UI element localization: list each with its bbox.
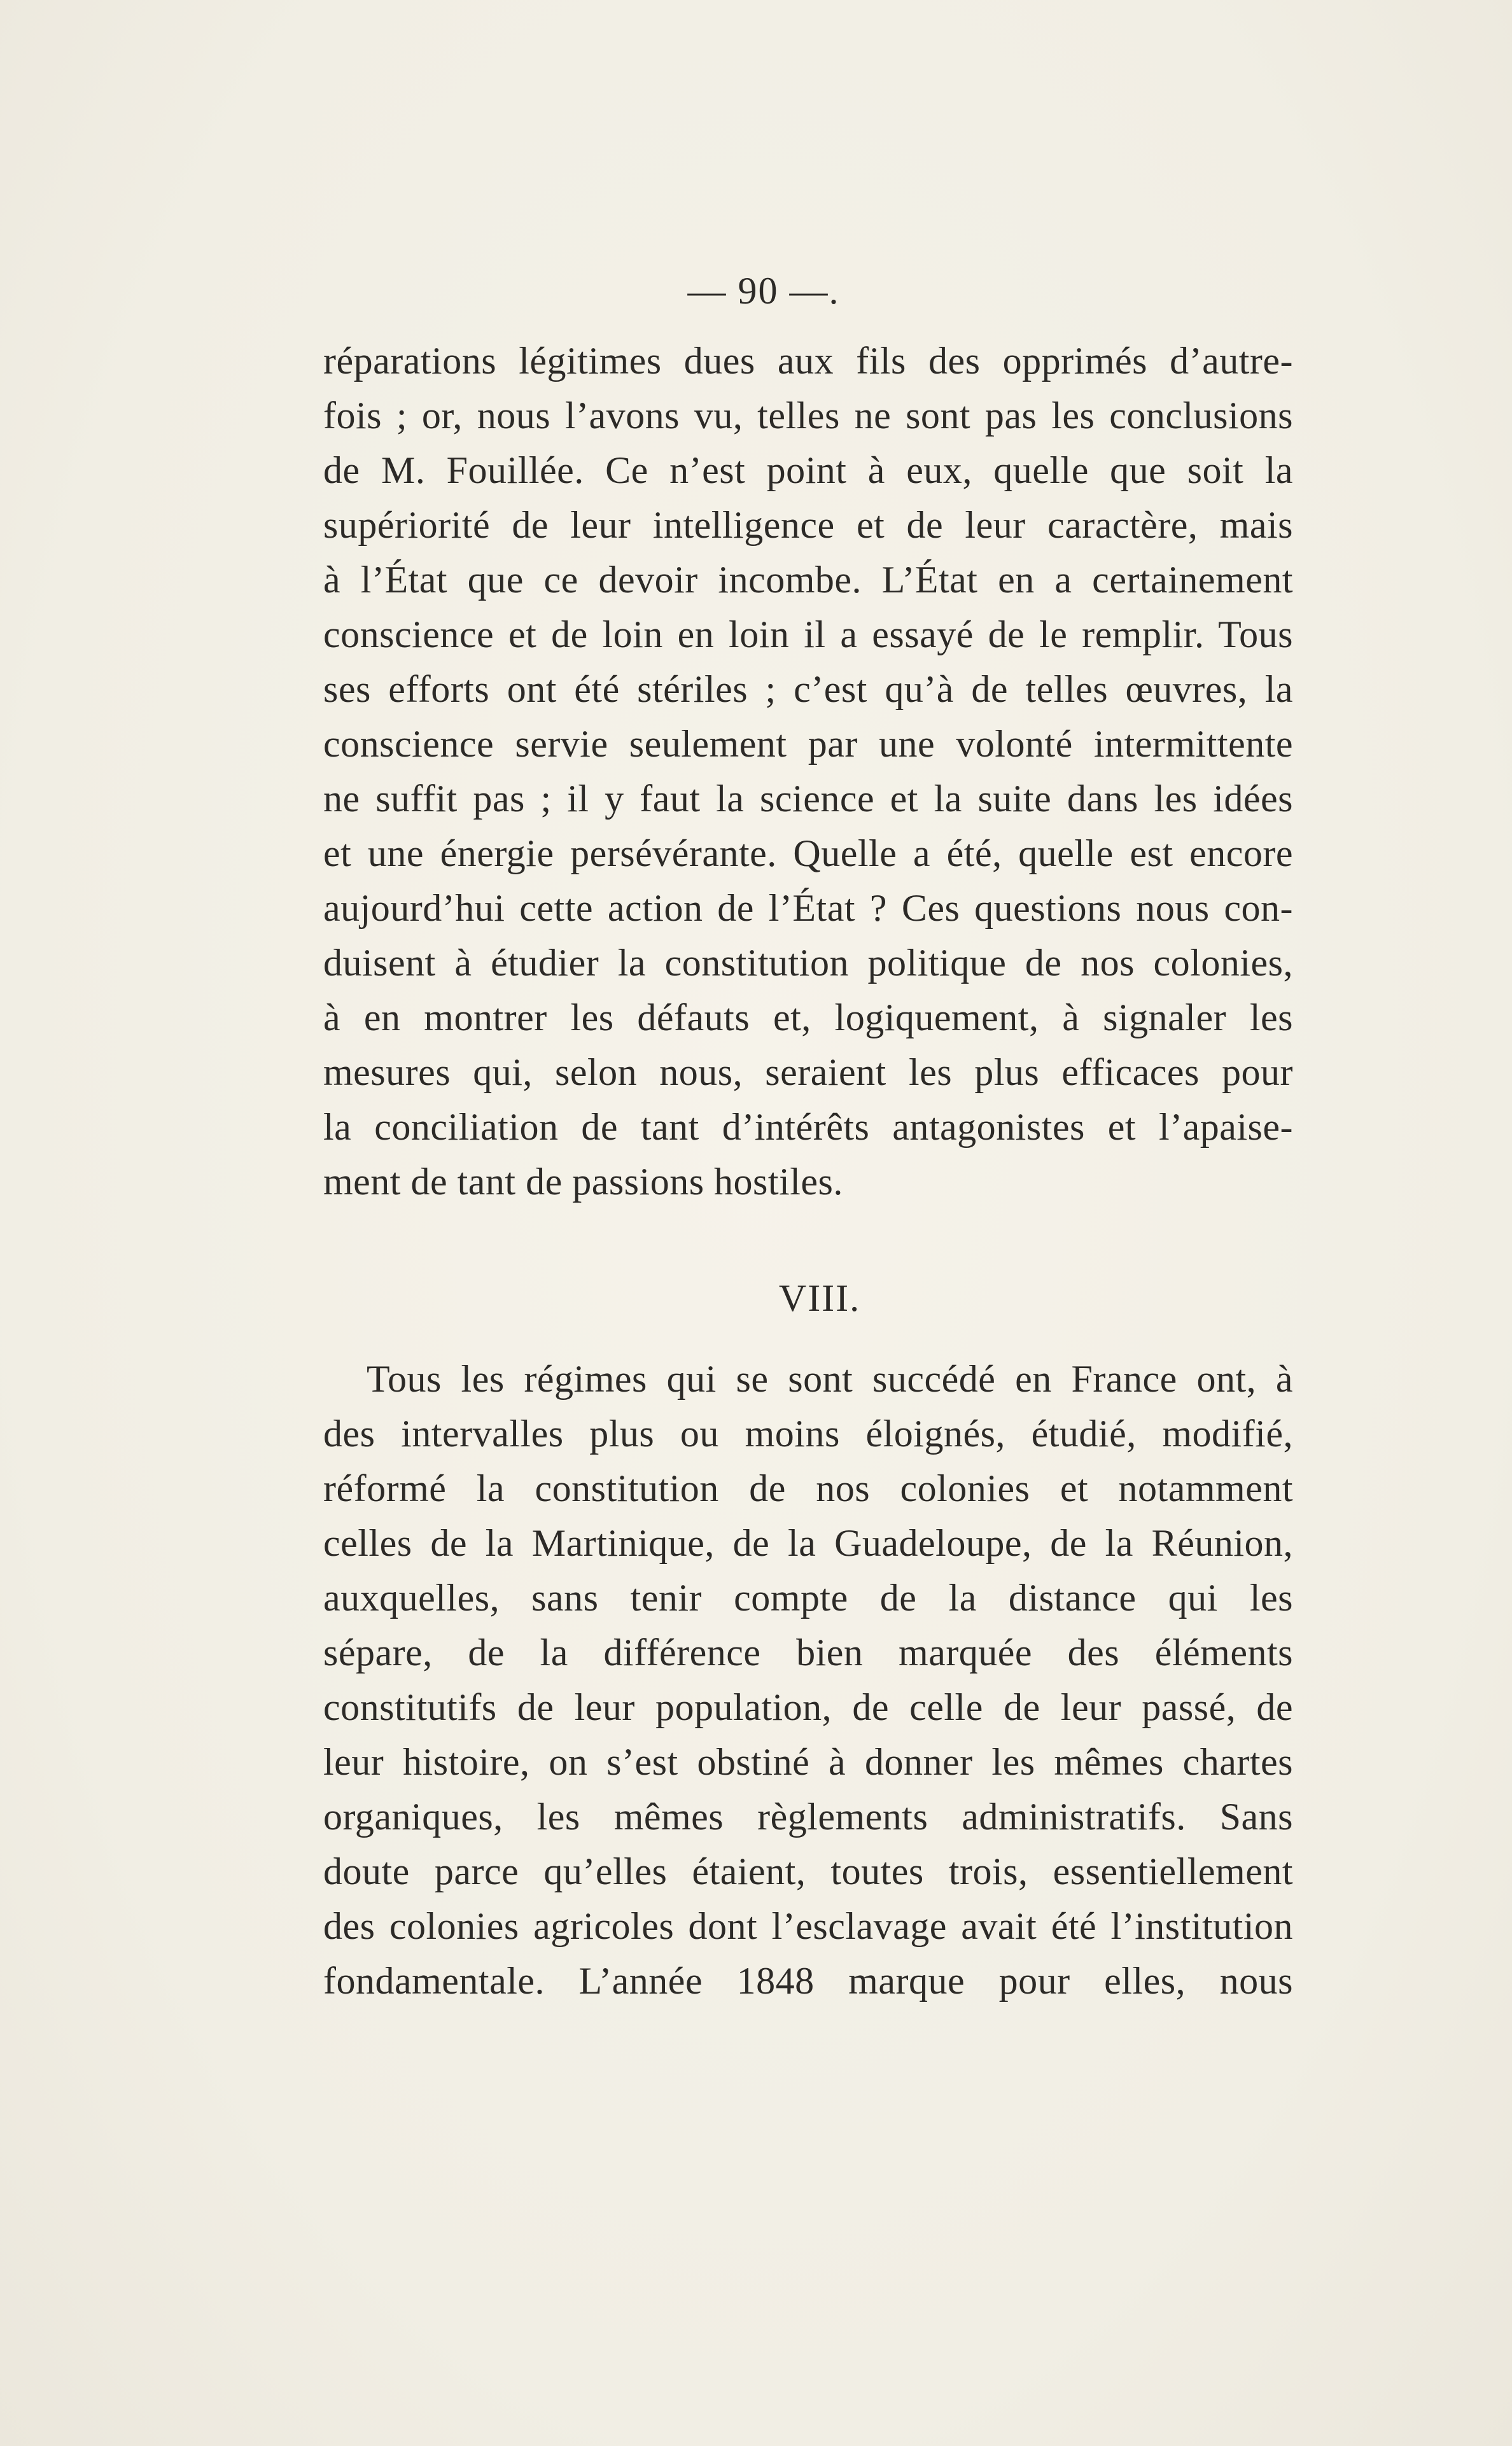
- text-line: à l’État que ce devoir incombe. L’État en a certainement: [323, 559, 1293, 601]
- text-line: des intervalles plus ou moins éloignés, étudié, modifié,: [323, 1413, 1293, 1455]
- text-line: Tous les régimes qui se sont succédé en France ont, à: [367, 1358, 1293, 1400]
- text-line: ne suffit pas ; il y faut la science et la suite dans les idées: [323, 778, 1293, 820]
- text-line: ses efforts ont été stériles ; c’est qu’à de telles œuvres, la: [323, 668, 1293, 710]
- text-line: duisent à étudier la constitution politique de nos colonies,: [323, 942, 1293, 984]
- text-line: conscience et de loin en loin il a essayé de le remplir. Tous: [323, 613, 1293, 655]
- paragraph-2: [323, 1352, 1293, 2008]
- paragraph-1: [323, 333, 1293, 1209]
- text-line: leur histoire, on s’est obstiné à donner les mêmes chartes: [323, 1741, 1293, 1783]
- text-line: conscience servie seulement par une volonté intermittente: [323, 723, 1293, 765]
- text-line: supériorité de leur intelligence et de leur caractère, mais: [323, 504, 1293, 546]
- text-line: sépare, de la différence bien marquée des éléments: [323, 1632, 1293, 1674]
- text-line: réformé la constitution de nos colonies et notamment: [323, 1467, 1293, 1509]
- text-line: fondamentale. L’année 1848 marque pour elles, nous: [323, 1960, 1293, 2002]
- text-line: des colonies agricoles dont l’esclavage avait été l’institution: [323, 1905, 1293, 1947]
- text-line: constitutifs de leur population, de celle de leur passé, de: [323, 1686, 1293, 1728]
- text-line: et une énergie persévérante. Quelle a été, quelle est encore: [323, 832, 1293, 874]
- section-heading: VIII.: [778, 1277, 861, 1319]
- text-line: la conciliation de tant d’intérêts antagonistes et l’apaise-: [323, 1106, 1293, 1148]
- text-line: celles de la Martinique, de la Guadeloupe, de la Réunion,: [323, 1522, 1293, 1564]
- text-line: ment de tant de passions hostiles.: [323, 1161, 843, 1203]
- text-line: mesures qui, selon nous, seraient les plus efficaces pour: [323, 1051, 1293, 1093]
- text-line: auxquelles, sans tenir compte de la distance qui les: [323, 1577, 1293, 1619]
- page-number: — 90 —.: [687, 270, 840, 312]
- text-line: aujourd’hui cette action de l’État ? Ces questions nous con-: [323, 887, 1293, 929]
- text-line: de M. Fouillée. Ce n’est point à eux, quelle que soit la: [323, 449, 1293, 491]
- text-line: réparations légitimes dues aux fils des opprimés d’autre-: [323, 340, 1293, 382]
- text-line: doute parce qu’elles étaient, toutes trois, essentiellement: [323, 1850, 1293, 1892]
- text-line: fois ; or, nous l’avons vu, telles ne sont pas les conclusions: [323, 395, 1293, 437]
- text-line: à en montrer les défauts et, logiquement, à signaler les: [323, 996, 1293, 1038]
- text-line: organiques, les mêmes règlements administratifs. Sans: [323, 1796, 1293, 1838]
